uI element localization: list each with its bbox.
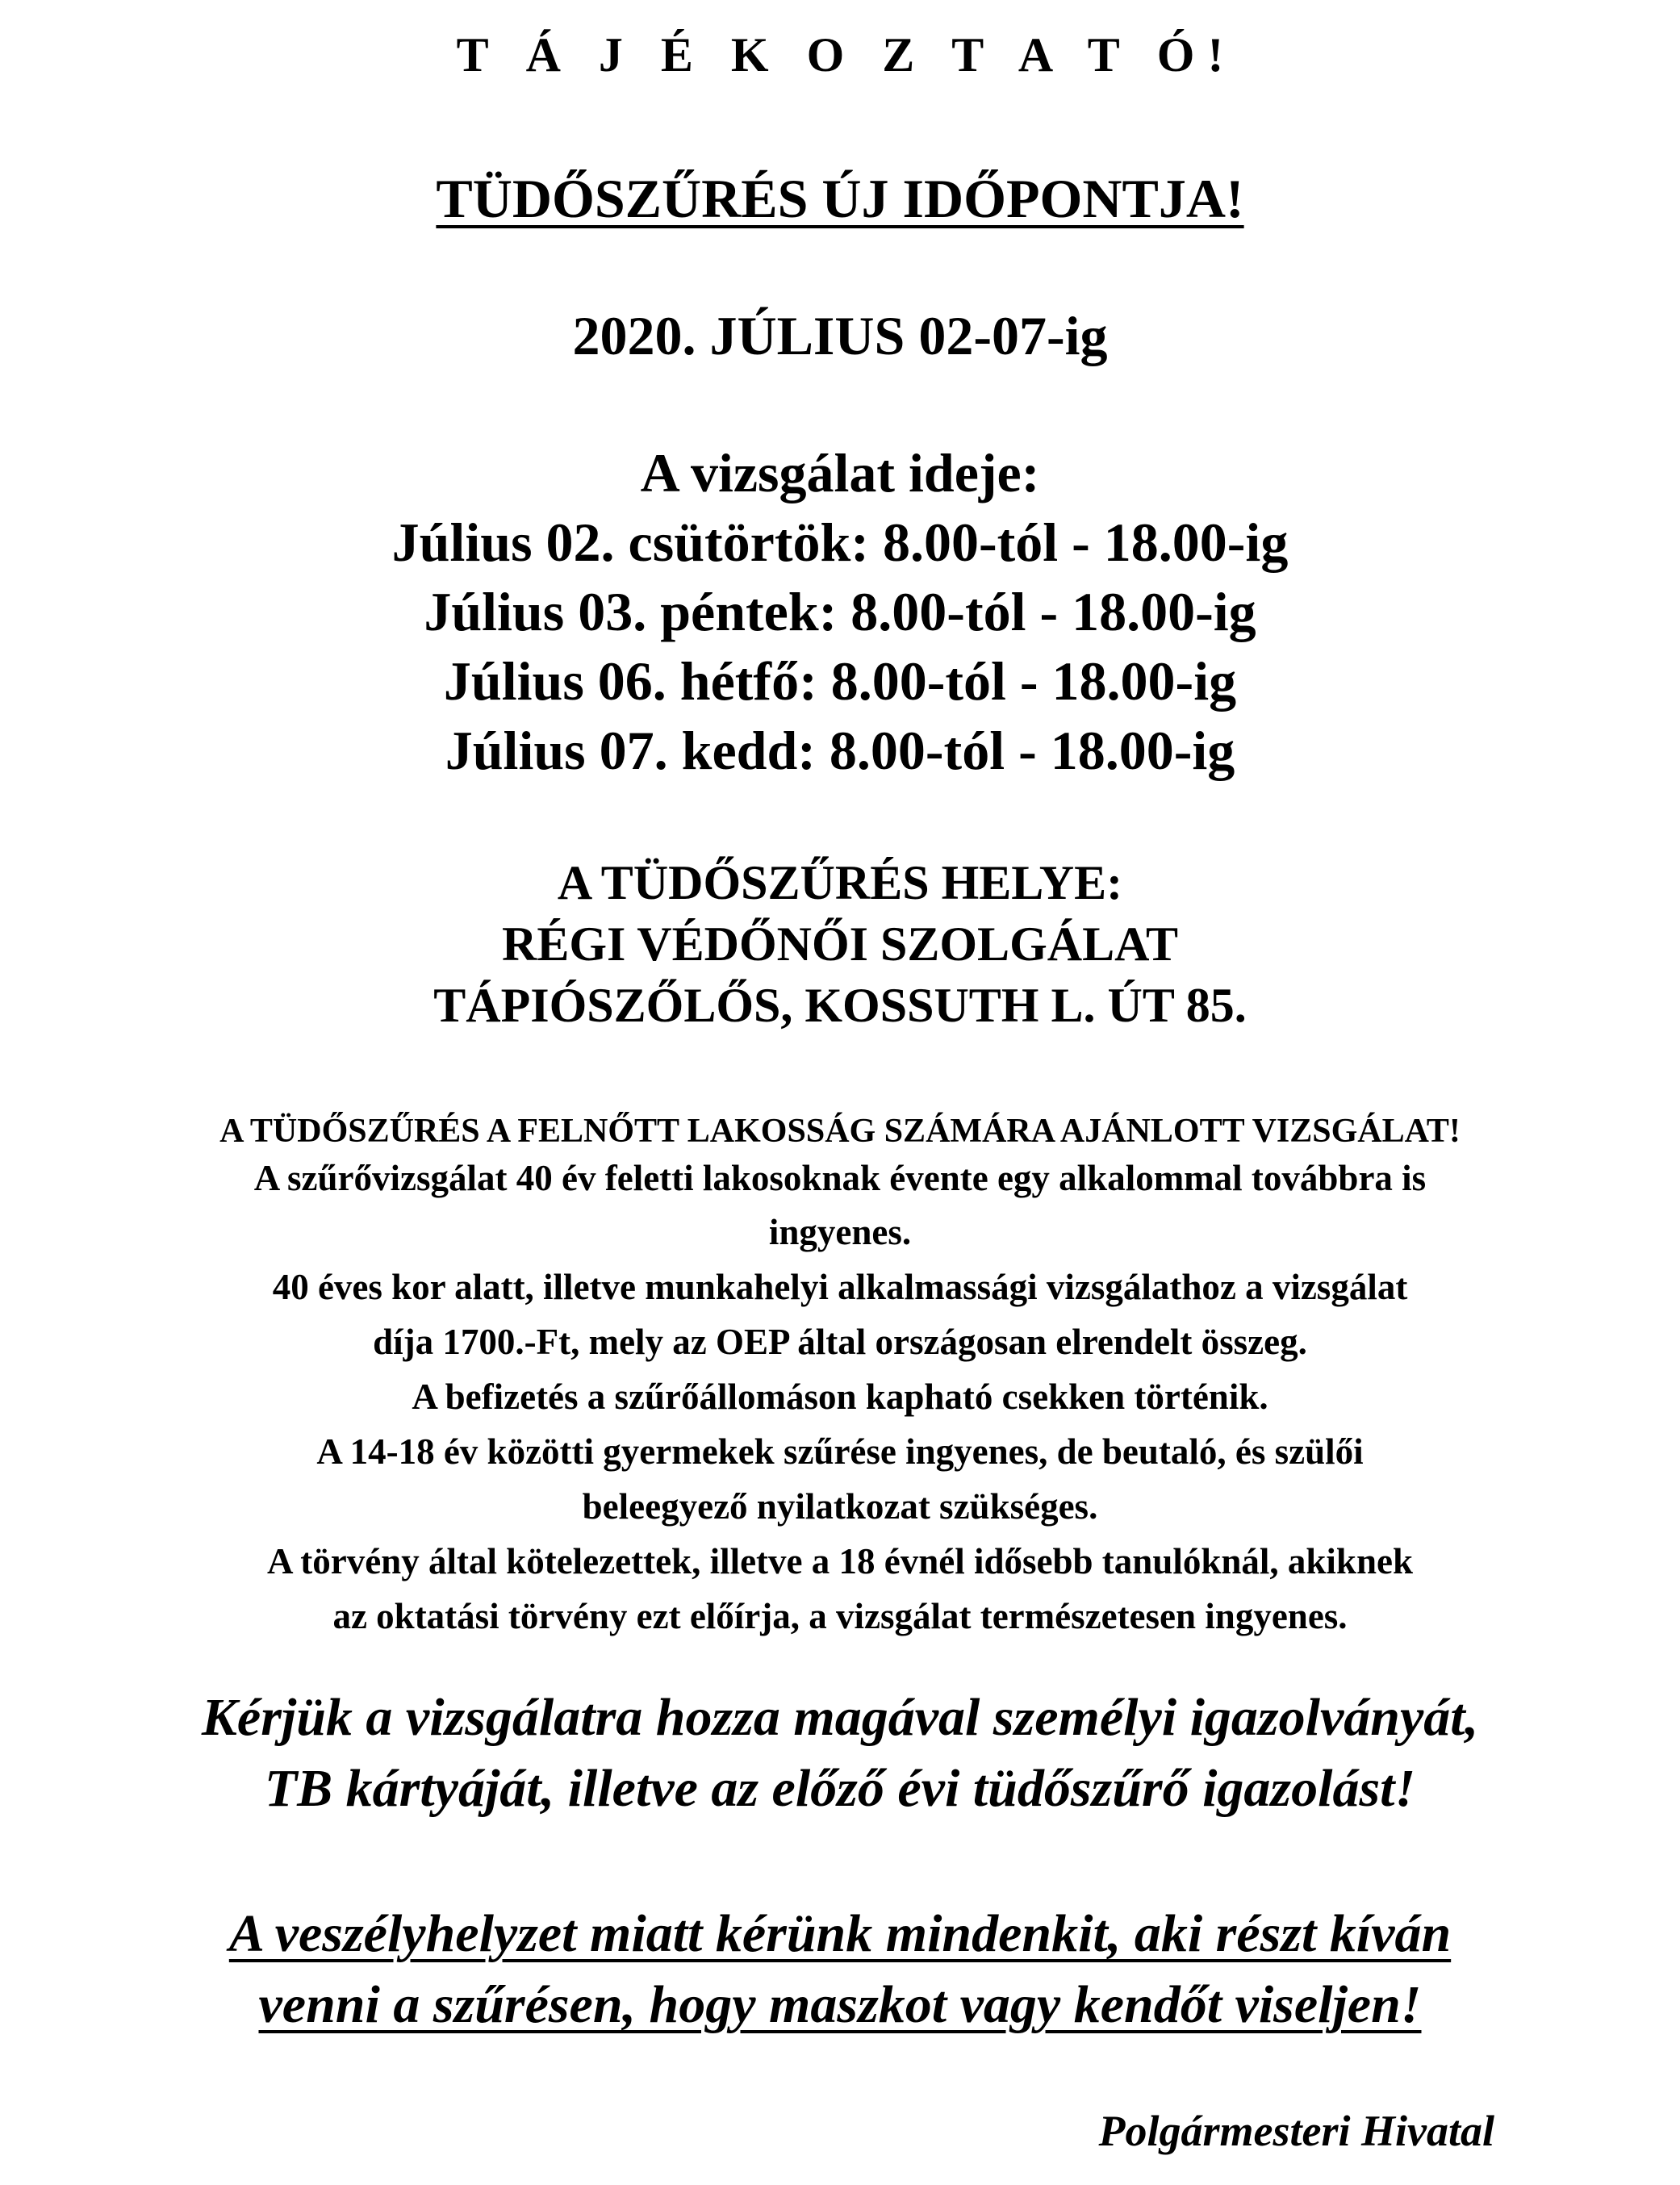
- mask-warning-line: venni a szűrésen, hogy maszkot vagy kendőt viseljen!: [258, 1975, 1422, 2034]
- info-line: A szűrővizsgálat 40 év feletti lakosoknak évente egy alkalommal továbbra is: [253, 1158, 1427, 1198]
- info-line: A befizetés a szűrőállomáson kapható csekken történik.: [412, 1377, 1268, 1417]
- info-line: A 14-18 év közötti gyermekek szűrése ingyenes, de beutaló, és szülői: [316, 1431, 1364, 1472]
- screening-dates: 2020. JÚLIUS 02-07-ig: [572, 305, 1108, 366]
- schedule-day: Július 03. péntek: 8.00-tól - 18.00-ig: [424, 581, 1256, 642]
- mask-warning-line: A veszélyhelyzet miatt kérünk mindenkit, aki részt kíván: [228, 1904, 1452, 1963]
- info-line: A törvény által kötelezettek, illetve a 18 évnél idősebb tanulóknál, akiknek: [266, 1541, 1413, 1581]
- request-line: Kérjük a vizsgálatra hozza magával személyi igazolványát,: [201, 1688, 1479, 1747]
- location-name: RÉGI VÉDŐNŐI SZOLGÁLAT: [502, 917, 1178, 971]
- info-line: beleegyező nyilatkozat szükséges.: [582, 1486, 1098, 1527]
- info-line: ingyenes.: [768, 1212, 912, 1252]
- schedule-day: Július 07. kedd: 8.00-tól - 18.00-ig: [445, 720, 1235, 781]
- location-heading: A TÜDŐSZŰRÉS HELYE:: [557, 856, 1123, 909]
- request-line: TB kártyáját, illetve az előző évi tüdőszűrő igazolást!: [264, 1759, 1416, 1818]
- info-line: díja 1700.-Ft, mely az OEP által országosan elrendelt összeg.: [373, 1322, 1307, 1362]
- notice-headline: TÜDŐSZŰRÉS ÚJ IDŐPONTJA!: [436, 168, 1244, 229]
- info-line: 40 éves kor alatt, illetve munkahelyi alkalmassági vizsgálathoz a vizsgálat: [272, 1267, 1408, 1307]
- schedule-day: Július 06. hétfő: 8.00-tól - 18.00-ig: [443, 650, 1237, 712]
- schedule-heading: A vizsgálat ideje:: [640, 442, 1040, 503]
- info-line: az oktatási törvény ezt előírja, a vizsgálat természetesen ingyenes.: [332, 1596, 1348, 1636]
- location-address: TÁPIÓSZŐLŐS, KOSSUTH L. ÚT 85.: [433, 979, 1247, 1032]
- info-line: A TÜDŐSZŰRÉS A FELNŐTT LAKOSSÁG SZÁMÁRA AJÁNLOTT VIZSGÁLAT!: [219, 1113, 1461, 1150]
- notice-title: T Á J É K O Z T A T Ó!: [456, 28, 1237, 81]
- schedule-day: Július 02. csütörtök: 8.00-tól - 18.00-ig: [391, 512, 1289, 573]
- signature: Polgármesteri Hivatal: [1098, 2107, 1494, 2155]
